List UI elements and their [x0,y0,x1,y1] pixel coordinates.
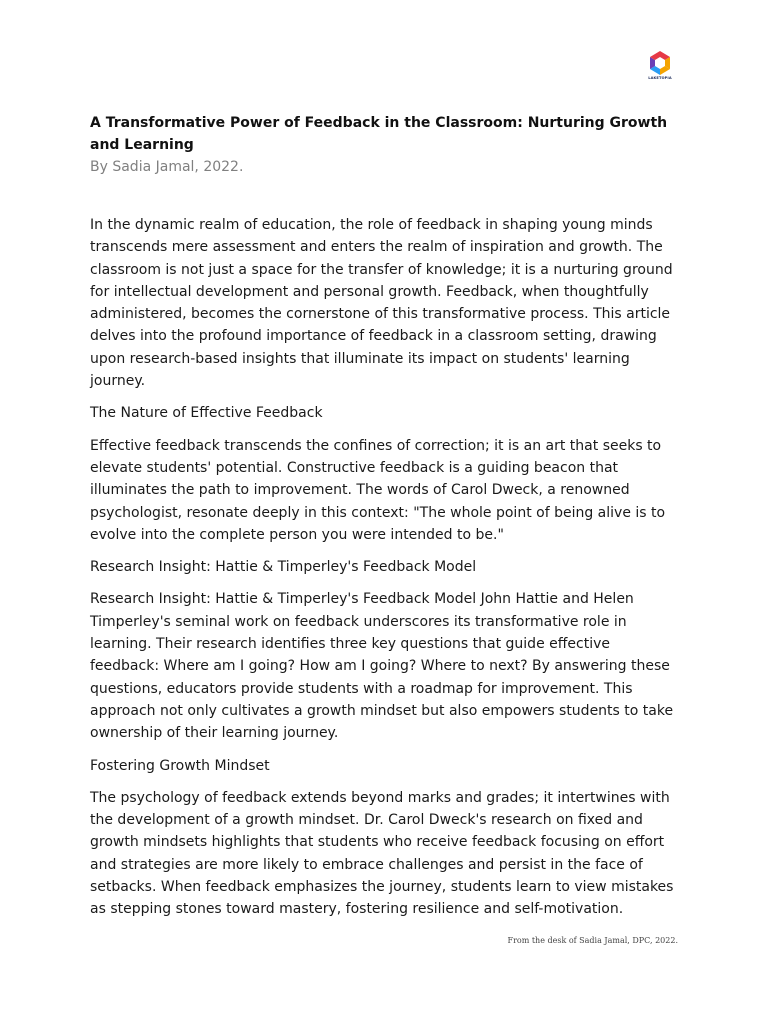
section-paragraph: The psychology of feedback extends beyond marks and grades; it intertwines with the development of a growth mindset. Dr. Carol Dweck's research on fixed and growth mindsets highlights that students who receive feedback focusing on effort and strategies are more likely to embrace challenges and persist in the face of setbacks. When feedback emphasizes the journey, students learn to view mistakes as stepping stones toward mastery, fostering resilience and self-motivation. [90,789,674,918]
intro-paragraph: In the dynamic realm of education, the role of feedback in shaping young minds transcends mere assessment and enters the realm of inspiration and growth. The classroom is not just a space for the transfer of knowledge; it is a nurturing ground for intellectual development and personal growth. Feedback, when thoughtfully administered, becomes the cornerstone of this transformative process. This article delves into the profound importance of feedback in a classroom setting, drawing upon research-based insights that illuminate its impact on students' learning journey. [90,217,673,390]
page-footer: From the desk of Sadia Jamal, DPC, 2022. [507,936,678,945]
logo-wordmark: LAKETOPIA [648,76,672,80]
section-paragraph: Effective feedback transcends the confines of correction; it is an art that seeks to elevate students' potential. Constructive feedback is a guiding beacon that illuminates the path to improvement. The words of Carol Dweck, a renowned psychologist, resonate deeply in this context: "The whole point of being alive is to evolve into the complete person you were intended to be." [90,437,666,543]
article [90,112,682,931]
section-paragraph: Research Insight: Hattie & Timperley's Feedback Model John Hattie and Helen Timperley's seminal work on feedback underscores its transformative role in learning. Their research identifies three key questions that guide effective feedback: Where am I going? How am I going? Where to next? By answering these questions, educators provide students with a roadmap for improvement. This approach not only cultivates a growth mindset but also empowers students to take ownership of their learning journey. [90,591,674,742]
article-byline: By Sadia Jamal, 2022. [90,159,244,175]
brand-logo [644,50,676,84]
section-heading: Research Insight: Hattie & Timperley's Feedback Model [90,559,477,576]
section-heading: Fostering Growth Mindset [90,757,270,774]
hexagon-logo-icon [644,50,676,76]
section-heading: The Nature of Effective Feedback [90,405,323,422]
article-title: A Transformative Power of Feedback in the Classroom: Nurturing Growth and Learning [90,115,668,153]
